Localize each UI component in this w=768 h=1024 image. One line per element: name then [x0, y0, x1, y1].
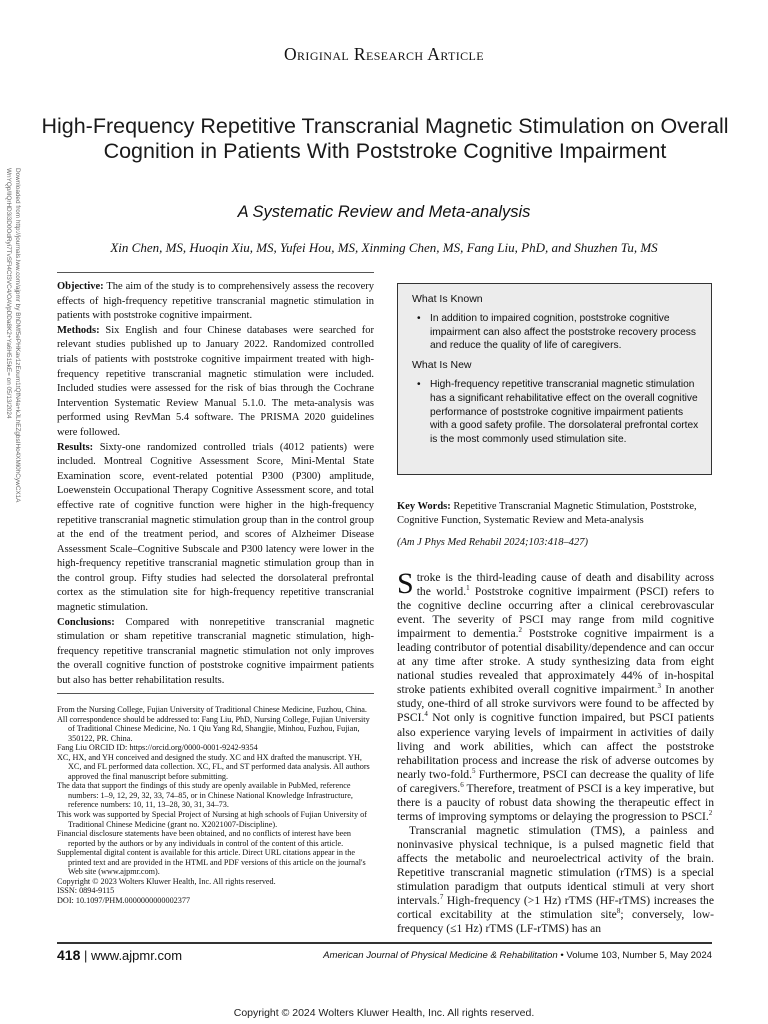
reference-marker: 2: [708, 808, 713, 817]
body-text: [397, 567, 715, 936]
key-words-label: Key Words:: [397, 501, 451, 512]
reference-marker: 4: [424, 710, 428, 719]
methods-text: Six English and four Chinese databases were searched for relevant studies published up to January 2022. Randomized controlled trials of patients with poststroke cognitive impairment treated with high-frequency repetitive transcranial magnetic stimulation were included. Included studies were assessed for the risk of bias through the Cochrane Intervention Systematic Review Manual 5.1.0. The meta-analysis was performed using RevMan 5.4 software. The PRISMA 2020 guidelines were followed.: [57, 324, 374, 438]
drop-cap: S: [397, 567, 414, 600]
page-copyright: Copyright © 2024 Wolters Kluwer Health, Inc. All rights reserved.: [233, 1007, 535, 1019]
what-is-new-list: [412, 378, 699, 447]
results-text: Sixty-one randomized controlled trials (4012 patients) were included. Montreal Cognitive Assessment Score, Mini-Mental State Examination score, event-related potential P300 (P300) amplitude, Loewenstein Occupational Therapy Cognitive Assessment score, and total effective rate of cognitive function were higher in the high-frequency repetitive transcranial magnetic stimulation group than in the control group at the end of the treatment period, and scores of Alzheimer Disease Assessment Scale–Cognitive Subscale and P300 latency were lower in the high-frequency repetitive transcranial magnetic stimulation group than in the control group. Fifty studies had selected the dorsolateral prefrontal cortex as the stimulation site for high-frequency repetitive transcranial magnetic stimulation.: [57, 441, 374, 614]
footnote-supplemental: Supplemental digital content is available for this article. Direct URL citations appear in the printed text and are provided in the HTML and PDF versions of this article on the journal's Web site (www.ajpmr.com).: [57, 848, 366, 877]
body-text-span: Therefore, treatment of PSCI is a key imperative, but there is a paucity of robust data showing the therapeutic effect in terms of improving symptoms or delaying the progression to PSCI.: [397, 781, 714, 823]
page-number: 418: [57, 947, 81, 963]
footnote-data-availability: The data that support the findings of this study are openly available in PubMed, reference numbers: 1–9, 12, 29, 32, 33, 74–85, or in Chinese National Knowledge Infrastructure, reference numbers: 10, 11, 13–28, 30, 31, 34–73.: [57, 781, 353, 810]
reference-marker: 3: [657, 682, 662, 691]
footnote-correspondence: All correspondence should be addressed to: Fang Liu, PhD, Nursing College, Fujian University of Traditional Chinese Medicine, No. 1 Qiu Yang Rd, Shangjie, Minhou, Fuzhou, Fujian, 350122, PR. China.: [57, 714, 370, 743]
body-text-span: High-frequency (>1 Hz) rTMS (HF-rTMS) increases the cortical excitability at the stimulation site: [397, 894, 714, 922]
footer-separator: |: [83, 948, 88, 963]
footnote-funding: This work was supported by Special Project of Nursing at high schools of Fujian University of Traditional Chinese Medicine (grant no. X2021007-Discipline).: [57, 810, 367, 829]
article-type-header: Original Research Article: [283, 44, 484, 64]
footnotes: [57, 705, 374, 905]
footnote-contributions: XC, HX, and YH conceived and designed the study. XC and HX drafted the manuscript. YH, XC, and FL performed data collection. XC, FL, and ST performed data analysis. All authors approved the final manuscript before submitting.: [57, 752, 370, 781]
reference-marker: 6: [460, 780, 464, 789]
volume-info: Volume 103, Number 5, May 2024: [566, 950, 712, 961]
conclusions-label: Conclusions:: [57, 616, 115, 628]
body-text-span: Furthermore, PSCI can decrease the quality of life of caregivers.: [397, 767, 714, 795]
download-watermark: [2, 168, 42, 688]
key-words: [397, 500, 717, 528]
body-text-span: Not only is cognitive function impaired, but PSCI patients also experience varying levels of impairment in activities of daily living and work abilities, which can affect the poststroke rehabilitation process and increase the risk of adverse outcomes by nearly two-fold.: [397, 711, 714, 781]
journal-website-link[interactable]: www.ajpmr.com: [91, 948, 183, 963]
reference-marker: 1: [466, 584, 470, 593]
reference-marker: 2: [518, 626, 523, 635]
body-text-span: In another study, one-third of all stroke survivors were found to be affected by PSCI.: [397, 683, 714, 725]
abstract-results: [57, 441, 374, 616]
body-text-span: troke is the third-leading cause of death and disability across the world.: [416, 571, 714, 599]
abstract-methods: [57, 324, 374, 441]
body-text-span: Poststroke cognitive impairment (PSCI) refers to the cognitive decline occurring after a clinical cerebrovascular event. The severity of PSCI may range from mild cognitive impairment to dementia.: [397, 585, 715, 641]
abstract-objective: [57, 280, 374, 324]
watermark-line-2: WnYQp/IlQrHD3i3D0OdRyi7TvSFl4Cf3VC4/OAVpDDa8K2+Ya6H515kE= on 05/13/2024: [5, 168, 12, 419]
body-text-span: Transcranial magnetic stimulation (TMS), a painless and noninvasive physical technique, is a pulsed magnetic field that affects the metabolic and neuroelectrical activity of the brain. Repetitive transcranial magnetic stimulation (rTMS) is a special stimulation paradigm that outputs identical stimuli at very short intervals.: [397, 823, 714, 908]
reference-marker: 5: [472, 766, 476, 775]
objective-label: Objective:: [57, 281, 104, 292]
abstract: [57, 280, 374, 689]
body-text-span: ; conversely, low-frequency (≤1 Hz) rTMS (LF-rTMS) has an: [397, 908, 714, 936]
objective-text: The aim of the study is to comprehensively assess the recovery effects of high-frequency repetitive transcranial magnetic stimulation in patients with poststroke cognitive impairment.: [57, 281, 374, 322]
footnote-orcid: Fang Liu ORCID ID: https://orcid.org/0000-0001-9242-9354: [57, 743, 258, 753]
key-words-text: Repetitive Transcranial Magnetic Stimulation, Poststroke, Cognitive Function, Systematic Review and Meta-analysis: [397, 501, 697, 526]
footer-page-info: [57, 947, 182, 963]
footnote-affiliation: From the Nursing College, Fujian University of Traditional Chinese Medicine, Fuzhou, China.: [57, 705, 367, 714]
what-is-known-heading: What Is Known: [412, 293, 483, 305]
key-points-box: [397, 283, 712, 475]
reference-marker: 7: [439, 893, 444, 902]
footnote-issn: ISSN: 0894-9115: [57, 886, 115, 896]
footer-rule: [57, 942, 712, 944]
what-is-known-list: [412, 312, 699, 353]
abstract-conclusions: [57, 616, 374, 689]
journal-citation: (Am J Phys Med Rehabil 2024;103:418–427): [397, 537, 588, 548]
reference-marker: 8: [616, 907, 621, 916]
what-is-new-item: • High-frequency repetitive transcranial magnetic stimulation has a significant rehabilitative effect on the overall cognitive performance of poststroke cognitive impairment patients with a good safety profile. The dorsolateral prefrontal cortex is the most commonly used stimulation site.: [412, 378, 699, 447]
footnote-copyright: Copyright © 2023 Wolters Kluwer Health, Inc. All rights reserved.: [57, 876, 276, 886]
conclusions-text: Compared with nonrepetitive transcranial magnetic stimulation or sham repetitive transcranial magnetic stimulation, high-frequency repetitive transcranial magnetic stimulation not only improves the overall cognitive function of poststroke cognitive impairment patients but also has better rehabilitation results.: [57, 616, 374, 687]
what-is-known-item: • In addition to impaired cognition, poststroke cognitive impairment can also affect the poststroke recovery process and reduce the quality of life of caregivers.: [412, 312, 699, 353]
footer-bullet: •: [560, 950, 564, 961]
methods-label: Methods:: [57, 324, 100, 336]
footnote-doi: DOI: 10.1097/PHM.0000000000002377: [57, 895, 191, 905]
abstract-top-rule: [57, 272, 374, 273]
author-list: Xin Chen, MS, Huoqin Xiu, MS, Yufei Hou, MS, Xinming Chen, MS, Fang Liu, PhD, and Shuzhen Tu, MS: [110, 240, 658, 255]
what-is-new-heading: What Is New: [412, 359, 472, 372]
footnote-disclosure: Financial disclosure statements have been obtained, and no conflicts of interest have been reported by the authors or by any individuals in control of the content of this article.: [57, 829, 351, 848]
journal-name: American Journal of Physical Medicine & Rehabilitation: [323, 950, 558, 961]
article-title: High-Frequency Repetitive Transcranial Magnetic Stimulation on Overall Cognition in Patients With Poststroke Cognitive Impairment: [41, 114, 729, 163]
footer-journal-info: [323, 950, 712, 961]
results-label: Results:: [57, 441, 94, 453]
watermark-line-1: Downloaded from http://journals.lww.com/ajpmr by BhDMf5ePHKav1zEoum1tQfN4a+kJLhEZgbsIHo4XMi0hCywCX1A: [14, 168, 21, 503]
abstract-bottom-rule: [57, 693, 374, 694]
body-paragraph-2: [397, 824, 714, 936]
article-subtitle: A Systematic Review and Meta-analysis: [237, 203, 531, 221]
body-text-span: Poststroke cognitive impairment is a leading contributor of potential disability/dependence and can occur at any time after stroke. A study synthesizing data from eight national studies revealed that approximately 44% of in-hospital stroke patients exhibited overall cognitive impairment.: [397, 627, 714, 697]
body-paragraph-1: [397, 567, 715, 824]
